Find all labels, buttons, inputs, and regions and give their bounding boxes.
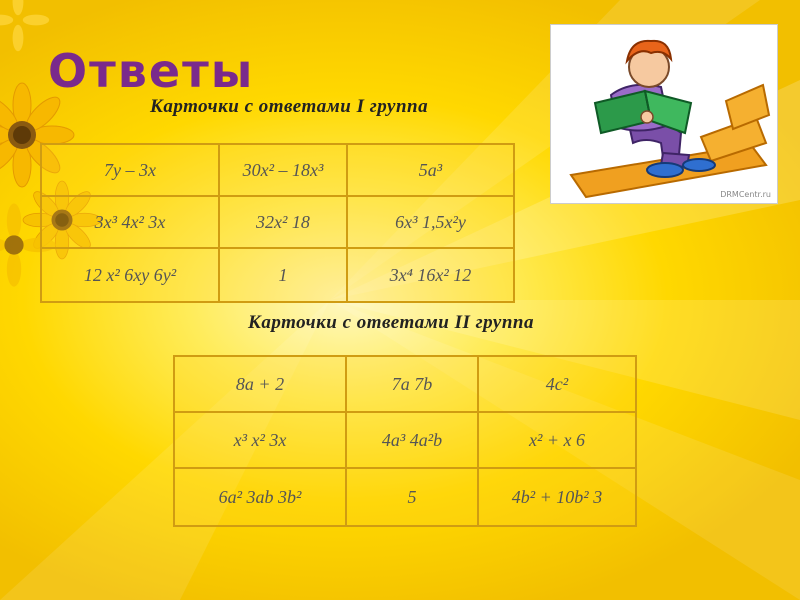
table-cell: 12 x² 6xy 6y² — [41, 248, 219, 302]
table-cell: 30x² – 18x³ — [219, 144, 347, 196]
group2-heading: Карточки с ответами II группа — [248, 312, 534, 333]
table-cell: x³ x² 3x — [174, 412, 346, 468]
table-cell: 6a² 3ab 3b² — [174, 468, 346, 526]
table-cell: 5 — [346, 468, 478, 526]
table-row — [41, 144, 514, 196]
table-cell: x² + x 6 — [478, 412, 636, 468]
group1-answers-table — [40, 143, 515, 303]
table-row — [174, 468, 636, 526]
table-cell: 1 — [219, 248, 347, 302]
group2-answers-table — [173, 355, 637, 527]
table-cell: 4a³ 4a²b — [346, 412, 478, 468]
table-cell: 4c² — [478, 356, 636, 412]
table-cell: 8a + 2 — [174, 356, 346, 412]
boy-reading-book-icon — [551, 25, 777, 203]
table-cell: 5a³ — [347, 144, 514, 196]
table-row — [174, 356, 636, 412]
table-row — [41, 248, 514, 302]
table-cell: 4b² + 10b² 3 — [478, 468, 636, 526]
table-cell: 7y – 3x — [41, 144, 219, 196]
table-cell: 3x⁴ 16x² 12 — [347, 248, 514, 302]
reading-boy-picture — [550, 24, 778, 204]
table-cell: 3x³ 4x² 3x — [41, 196, 219, 248]
page-title: Ответы — [48, 44, 255, 98]
table-cell: 32x² 18 — [219, 196, 347, 248]
watermark-label: DRMCentr.ru — [720, 190, 771, 199]
group1-heading: Карточки с ответами I группа — [150, 96, 429, 117]
table-cell: 7a 7b — [346, 356, 478, 412]
table-row — [174, 412, 636, 468]
table-cell: 6x³ 1,5x²y — [347, 196, 514, 248]
table-row — [41, 196, 514, 248]
